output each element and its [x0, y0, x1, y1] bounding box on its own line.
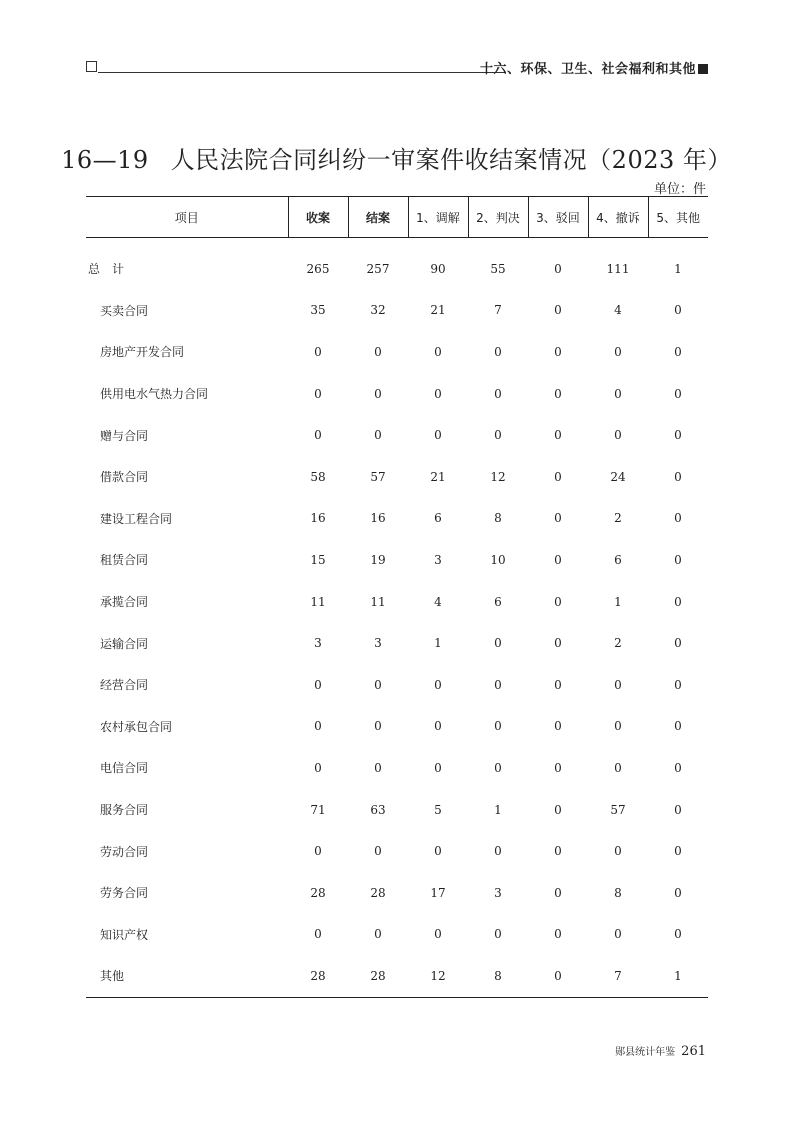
row-label: 承揽合同	[100, 595, 149, 610]
black-square-icon	[698, 64, 708, 74]
table-cell: 0	[528, 955, 588, 997]
table-cell: 0	[314, 844, 322, 859]
table-cell: 0	[614, 386, 622, 401]
table-row	[86, 872, 708, 914]
table-cell: 3	[434, 552, 442, 567]
row-label: 其他	[86, 955, 288, 997]
table-cell: 11	[310, 594, 326, 609]
row-label: 电信合同	[100, 761, 149, 776]
table-cell: 0	[494, 428, 502, 443]
table-cell: 4	[614, 303, 622, 318]
table-cell: 0	[554, 760, 562, 775]
yearbook-name: 郧县统计年鉴	[615, 1047, 676, 1058]
table-cell: 16	[310, 511, 326, 526]
table-cell: 4	[434, 594, 442, 609]
table-cell: 2	[614, 511, 622, 526]
table-cell: 0	[554, 844, 562, 859]
row-label: 赠与合同	[100, 428, 149, 443]
table-cell: 10	[490, 552, 506, 567]
row-label: 房地产开发合同	[100, 345, 185, 360]
table-cell: 0	[374, 386, 382, 401]
table-cell: 17	[430, 885, 446, 900]
table-cell: 0	[374, 677, 382, 692]
table-cell: 3	[494, 885, 502, 900]
row-label: 总 计	[88, 262, 125, 277]
table-row	[86, 914, 708, 956]
table-cell: 0	[314, 719, 322, 734]
table-cell: 0	[494, 677, 502, 692]
table-cell: 28	[348, 955, 408, 997]
table-number: 16—19	[61, 146, 149, 174]
table-cell: 0	[674, 760, 682, 775]
table-cell: 0	[554, 677, 562, 692]
column-header: 收案	[288, 197, 348, 238]
table-cell: 0	[494, 760, 502, 775]
table-row	[86, 664, 708, 706]
table-cell: 0	[434, 386, 442, 401]
table-cell: 28	[288, 955, 348, 997]
table-cell: 0	[614, 677, 622, 692]
row-label: 劳务合同	[100, 886, 149, 901]
table-cell: 0	[434, 428, 442, 443]
table-cell: 265	[306, 261, 330, 276]
table-cell: 0	[434, 844, 442, 859]
table-cell: 8	[468, 955, 528, 997]
table-cell: 6	[434, 511, 442, 526]
table-cell: 0	[614, 719, 622, 734]
table-cell: 0	[314, 386, 322, 401]
unit-label: 单位：件	[653, 182, 706, 197]
table-cell: 11	[370, 594, 386, 609]
table-cell: 0	[374, 927, 382, 942]
table-cell: 0	[314, 760, 322, 775]
table-cell: 0	[494, 344, 502, 359]
table-cell: 0	[494, 636, 502, 651]
table-row	[86, 706, 708, 748]
table-cell: 0	[554, 303, 562, 318]
row-label: 供用电水气热力合同	[100, 387, 209, 402]
table-cell: 0	[554, 344, 562, 359]
row-label: 运输合同	[100, 636, 149, 651]
table-cell: 0	[614, 344, 622, 359]
table-cell: 0	[314, 344, 322, 359]
page-footer	[615, 1043, 706, 1059]
table-cell: 0	[434, 344, 442, 359]
table-cell: 0	[554, 511, 562, 526]
table-cell: 0	[614, 760, 622, 775]
table-cell: 1	[648, 955, 708, 997]
section-title-text: 十六、环保、卫生、社会福利和其他	[479, 62, 696, 77]
table-cell: 1	[434, 636, 442, 651]
table-row	[86, 290, 708, 332]
table-cell: 6	[614, 552, 622, 567]
table-cell: 1	[674, 261, 682, 276]
running-header	[86, 58, 708, 78]
table-row	[86, 414, 708, 456]
header-row	[86, 197, 708, 238]
table-cell: 0	[554, 719, 562, 734]
data-table	[86, 196, 708, 998]
table-cell: 0	[614, 428, 622, 443]
table-cell: 0	[674, 344, 682, 359]
table-cell: 8	[494, 511, 502, 526]
table-cell: 0	[374, 428, 382, 443]
table-cell: 6	[494, 594, 502, 609]
table-row	[86, 830, 708, 872]
table-cell: 0	[434, 760, 442, 775]
total-row	[86, 238, 708, 290]
table-cell: 35	[310, 303, 326, 318]
table-cell: 0	[674, 844, 682, 859]
table-cell: 0	[314, 927, 322, 942]
table-cell: 0	[314, 428, 322, 443]
square-icon	[86, 61, 97, 72]
table-cell: 24	[610, 469, 626, 484]
table-cell: 0	[674, 428, 682, 443]
table-cell: 21	[430, 303, 446, 318]
row-label: 借款合同	[100, 470, 149, 485]
table-cell: 90	[430, 261, 446, 276]
table-cell: 0	[674, 303, 682, 318]
table-cell: 55	[490, 261, 506, 276]
table-cell: 1	[494, 802, 502, 817]
table-cell: 0	[554, 261, 562, 276]
table-row	[86, 456, 708, 498]
table-cell: 0	[494, 844, 502, 859]
column-header: 结案	[348, 197, 408, 238]
table-row	[86, 622, 708, 664]
table-cell: 0	[374, 844, 382, 859]
row-label: 建设工程合同	[100, 511, 173, 526]
row-label: 服务合同	[100, 803, 149, 818]
table-cell: 0	[674, 885, 682, 900]
table-cell: 0	[494, 719, 502, 734]
table-cell: 0	[674, 677, 682, 692]
table-row	[86, 955, 708, 997]
table-cell: 2	[614, 636, 622, 651]
column-header: 项目	[86, 197, 288, 238]
table-cell: 1	[614, 594, 622, 609]
column-header: 3、驳回	[528, 197, 588, 238]
table-cell: 0	[374, 760, 382, 775]
row-label: 农村承包合同	[100, 719, 173, 734]
table-row	[86, 331, 708, 373]
table-cell: 63	[370, 802, 386, 817]
table-cell: 21	[430, 469, 446, 484]
table-cell: 0	[434, 927, 442, 942]
header-rule	[98, 72, 506, 73]
row-label: 知识产权	[100, 927, 149, 942]
row-label: 经营合同	[100, 678, 149, 693]
table-cell: 19	[370, 552, 386, 567]
table-cell: 0	[674, 552, 682, 567]
row-label: 买卖合同	[100, 303, 149, 318]
table-row	[86, 789, 708, 831]
table-cell: 12	[408, 955, 468, 997]
table-cell: 7	[494, 303, 502, 318]
table-cell: 0	[554, 927, 562, 942]
table-cell: 0	[434, 677, 442, 692]
table-cell: 0	[554, 802, 562, 817]
table-cell: 0	[674, 511, 682, 526]
column-header: 1、调解	[408, 197, 468, 238]
table-cell: 58	[310, 469, 326, 484]
table-row	[86, 581, 708, 623]
table-cell: 12	[490, 469, 506, 484]
table-row	[86, 373, 708, 415]
table-row	[86, 747, 708, 789]
row-label: 租赁合同	[100, 553, 149, 568]
table-cell: 0	[554, 552, 562, 567]
section-title	[480, 58, 708, 77]
table-cell: 57	[370, 469, 386, 484]
table-cell: 0	[674, 636, 682, 651]
table-cell: 5	[434, 802, 442, 817]
table-cell: 0	[494, 927, 502, 942]
table-cell: 15	[310, 552, 326, 567]
table-cell: 0	[554, 428, 562, 443]
table-cell: 0	[614, 927, 622, 942]
column-header: 5、其他	[648, 197, 708, 238]
table-cell: 257	[366, 261, 390, 276]
table-cell: 0	[374, 719, 382, 734]
row-label: 劳动合同	[100, 844, 149, 859]
table-title	[0, 140, 793, 175]
table-row	[86, 498, 708, 540]
table-cell: 71	[310, 802, 326, 817]
table-cell: 7	[588, 955, 648, 997]
table-cell: 0	[674, 386, 682, 401]
table-cell: 0	[674, 469, 682, 484]
table-cell: 0	[554, 469, 562, 484]
table-cell: 3	[374, 636, 382, 651]
table-cell: 0	[554, 636, 562, 651]
table-cell: 28	[310, 885, 326, 900]
table-cell: 0	[674, 927, 682, 942]
table-cell: 0	[374, 344, 382, 359]
table-cell: 0	[554, 594, 562, 609]
table-cell: 28	[370, 885, 386, 900]
table-cell: 0	[554, 386, 562, 401]
table-cell: 0	[674, 719, 682, 734]
table-cell: 0	[554, 885, 562, 900]
column-header: 2、判决	[468, 197, 528, 238]
table-cell: 111	[606, 261, 630, 276]
page-number: 261	[681, 1044, 706, 1059]
table-cell: 32	[370, 303, 386, 318]
table-cell: 0	[494, 386, 502, 401]
table-cell: 0	[314, 677, 322, 692]
column-header: 4、撤诉	[588, 197, 648, 238]
table-cell: 16	[370, 511, 386, 526]
table-cell: 0	[674, 802, 682, 817]
table-cell: 0	[614, 844, 622, 859]
table-row	[86, 539, 708, 581]
table-cell: 57	[610, 802, 626, 817]
table-cell: 0	[674, 594, 682, 609]
table-cell: 3	[314, 636, 322, 651]
table-cell: 0	[434, 719, 442, 734]
table-title-text: 人民法院合同纠纷一审案件收结案情况（2023 年）	[170, 146, 732, 174]
table-cell: 8	[614, 885, 622, 900]
